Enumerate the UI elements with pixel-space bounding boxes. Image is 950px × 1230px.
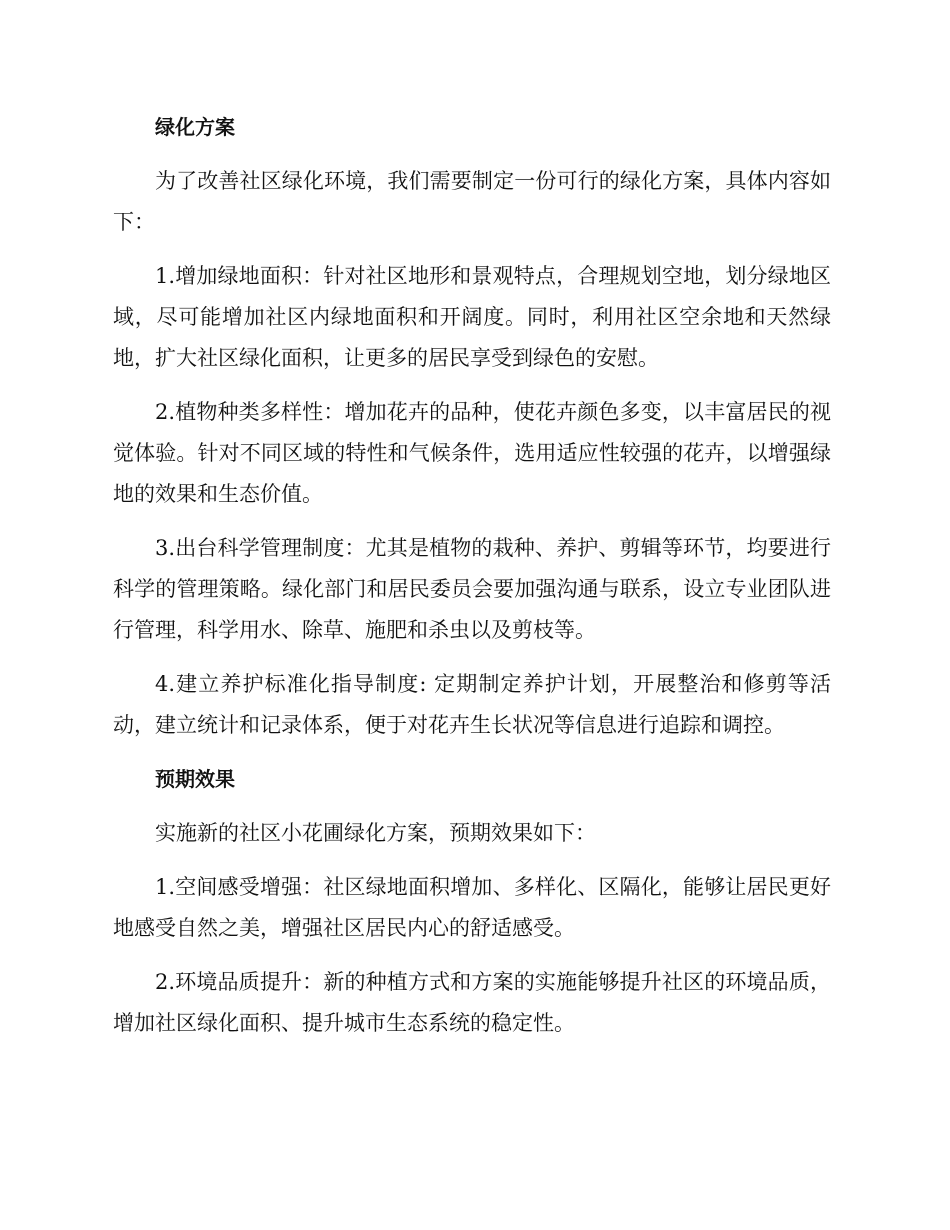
paragraph: 1.增加绿地面积：针对社区地形和景观特点，合理规划空地，划分绿地区域，尽可能增加社区内绿地面积和开阔度。同时，利用社区空余地和天然绿地，扩大社区绿化面积，让更多的居民享受到绿色的安慰。 bbox=[113, 264, 831, 370]
document-body bbox=[113, 107, 831, 1057]
paragraph: 实施新的社区小花圃绿化方案，预期效果如下： bbox=[155, 821, 596, 845]
paragraph: 2.植物种类多样性：增加花卉的品种，使花卉颜色多变，以丰富居民的视觉体验。针对不同区域的特性和气候条件，选用适应性较强的花卉，以增强绿地的效果和生态价值。 bbox=[113, 400, 831, 506]
paragraph: 2.环境品质提升：新的种植方式和方案的实施能够提升社区的环境品质，增加社区绿化面积、提升城市生态系统的稳定性。 bbox=[113, 970, 831, 1035]
paragraph: 为了改善社区绿化环境，我们需要制定一份可行的绿化方案，具体内容如下： bbox=[113, 169, 831, 234]
section-heading-expected-effects: 预期效果 bbox=[155, 767, 235, 791]
paragraph: 3.出台科学管理制度：尤其是植物的栽种、养护、剪辑等环节，均要进行科学的管理策略。绿化部门和居民委员会要加强沟通与联系，设立专业团队进行管理，科学用水、除草、施肥和杀虫以及剪枝等。 bbox=[113, 536, 831, 642]
section-heading-greening-plan: 绿化方案 bbox=[155, 115, 235, 139]
paragraph: 1.空间感受增强：社区绿地面积增加、多样化、区隔化，能够让居民更好地感受自然之美，增强社区居民内心的舒适感受。 bbox=[113, 875, 831, 940]
paragraph: 4.建立养护标准化指导制度: 定期制定养护计划，开展整治和修剪等活动，建立统计和记录体系，便于对花卉生长状况等信息进行追踪和调控。 bbox=[113, 672, 831, 737]
